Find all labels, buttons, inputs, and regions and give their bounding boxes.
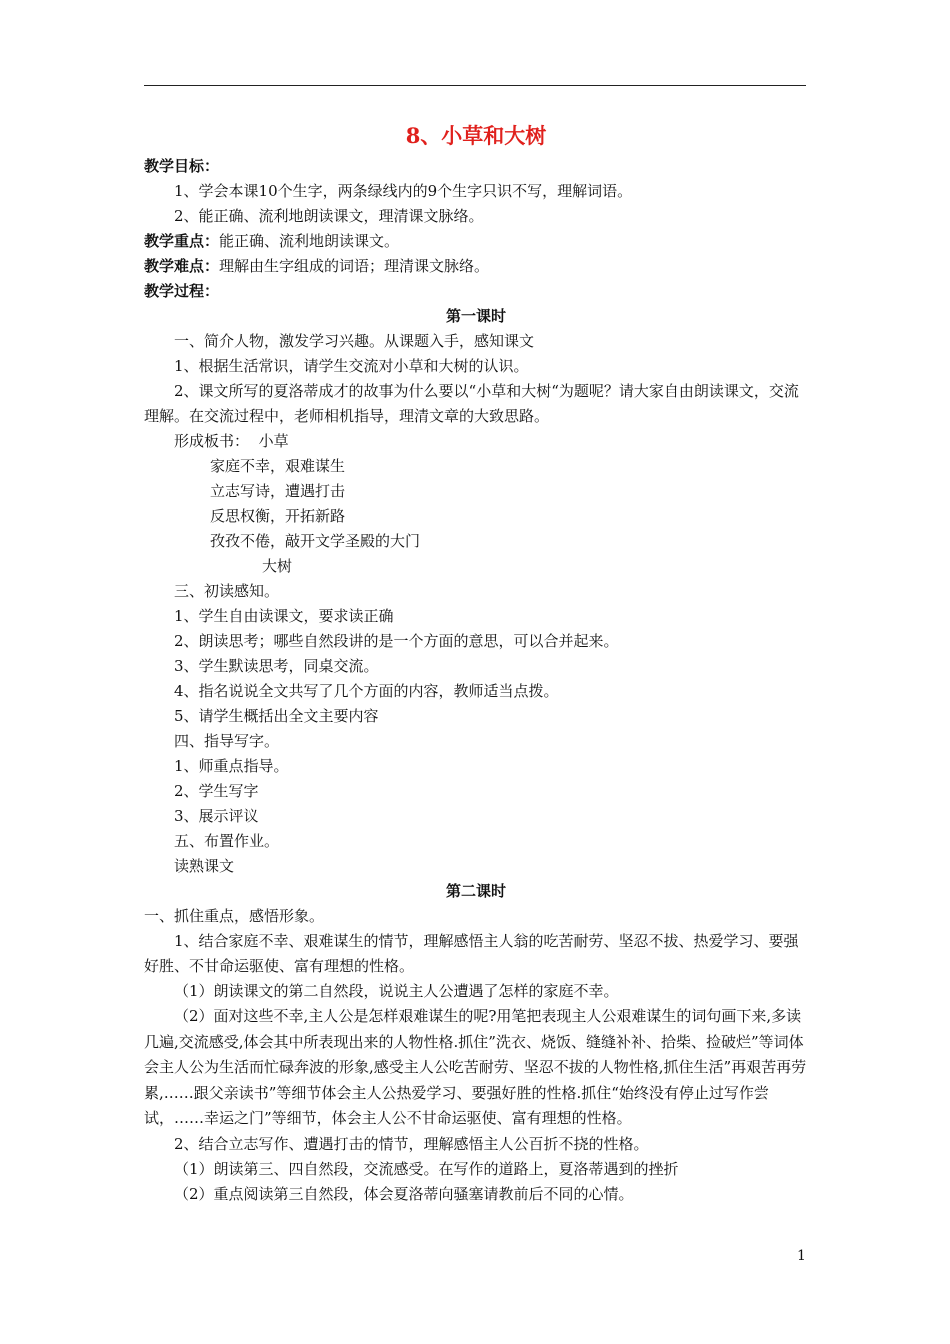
header-rule xyxy=(144,85,806,86)
lesson1-rest-10: 3、展示评议 xyxy=(174,807,259,825)
lesson2-line-1: 一、抓住重点，感悟形象。 xyxy=(144,907,325,925)
board-label: 形成板书： xyxy=(174,432,250,450)
process-heading: 教学过程： xyxy=(144,282,220,300)
board-item-4: 孜孜不倦，敲开文学圣殿的大门 xyxy=(210,532,421,550)
diff-text: 理解由生字组成的词语；理清课文脉络。 xyxy=(219,257,490,275)
lesson1-rest-6: 5、请学生概括出全文主要内容 xyxy=(174,707,379,725)
lesson1-rest-7: 四、指导写字。 xyxy=(174,732,280,750)
diff-label: 教学难点： xyxy=(144,257,220,275)
board-bottom: 大树 xyxy=(262,557,293,575)
lesson2-line-5: 2、结合立志写作、遭遇打击的情节，理解感悟主人公百折不挠的性格。 xyxy=(174,1134,649,1153)
board-header xyxy=(144,429,808,454)
goal-2: 2、能正确、流利地朗读课文，理清课文脉络。 xyxy=(174,207,484,225)
lesson1-rest-11: 五、布置作业。 xyxy=(174,832,280,850)
lesson1-rest-2: 1、学生自由读课文，要求读正确 xyxy=(174,607,394,625)
lesson2-line-4: （2）面对这些不幸,主人公是怎样艰难谋生的呢?用笔把表现主人公艰难谋生的词句画下来,多读几遍,交流感受,体会其中所表现出来的人物性格.抓住”洗衣、烧饭、缝缝补补、拾柴、捡破烂”等词体会主人公为生活而忙碌奔波的形象,感受主人公吃苦耐劳、坚忍不拔的人物性格,抓住生活”再艰苦再劳累,……跟父亲读书”等细节体会主人公热爱学习、要强好胜的性格.抓住“始终没有停止过写作尝试，……幸运之门”等细节，体会主人公不甘命运驱使、富有理想的性格。 xyxy=(144,1007,807,1127)
board-item-2: 立志写诗，遭遇打击 xyxy=(210,482,346,500)
lesson1-rest-12: 读熟课文 xyxy=(174,857,235,875)
document-body xyxy=(144,120,808,1207)
lesson2-heading: 第二课时 xyxy=(445,882,506,900)
key-point xyxy=(144,229,808,254)
lesson1-line-3: 2、课文所写的夏洛蒂成才的故事为什么要以“小草和大树“为题呢？请大家自由朗读课文，交流理解。在交流过程中，老师相机指导，理清文章的大致思路。 xyxy=(144,382,799,425)
lesson-title: 8、小草和大树 xyxy=(405,123,547,148)
lesson1-heading: 第一课时 xyxy=(445,307,506,325)
board-top: 小草 xyxy=(258,432,289,450)
difficulty xyxy=(144,254,808,279)
page-number: 1 xyxy=(797,1248,806,1264)
lesson1-line-2: 1、根据生活常识，请学生交流对小草和大树的认识。 xyxy=(174,357,529,375)
lesson1-rest-4: 3、学生默读思考，同桌交流。 xyxy=(174,657,379,675)
lesson1-rest-5: 4、指名说说全文共写了几个方面的内容，教师适当点拨。 xyxy=(174,682,559,700)
lesson1-rest-8: 1、师重点指导。 xyxy=(174,757,289,775)
lesson2-line-7: （2）重点阅读第三自然段，体会夏洛蒂向骚塞请教前后不同的心情。 xyxy=(174,1184,634,1203)
goal-1: 1、学会本课10个生字，两条绿线内的9个生字只识不写，理解词语。 xyxy=(174,182,633,200)
lesson1-rest-3: 2、朗读思考；哪些自然段讲的是一个方面的意思，可以合并起来。 xyxy=(174,632,619,650)
goals-heading: 教学目标： xyxy=(144,157,220,175)
lesson2-line-2: 1、结合家庭不幸、艰难谋生的情节，理解感悟主人翁的吃苦耐劳、坚忍不拔、热爱学习、要强好胜、不甘命运驱使、富有理想的性格。 xyxy=(144,932,799,975)
board-item-1: 家庭不幸，艰难谋生 xyxy=(210,457,346,475)
key-text: 能正确、流利地朗读课文。 xyxy=(219,232,400,250)
lesson1-line-1: 一、简介人物，激发学习兴趣。从课题入手，感知课文 xyxy=(174,332,535,350)
lesson1-rest-1: 三、初读感知。 xyxy=(174,582,280,600)
key-label: 教学重点： xyxy=(144,232,220,250)
lesson2-line-3: （1）朗读课文的第二自然段，说说主人公遭遇了怎样的家庭不幸。 xyxy=(174,982,619,1000)
lesson1-rest-9: 2、学生写字 xyxy=(174,782,259,800)
lesson2-line-6: （1）朗读第三、四自然段，交流感受。在写作的道路上，夏洛蒂遇到的挫折 xyxy=(174,1159,679,1178)
board-item-3: 反思权衡，开拓新路 xyxy=(210,507,346,525)
